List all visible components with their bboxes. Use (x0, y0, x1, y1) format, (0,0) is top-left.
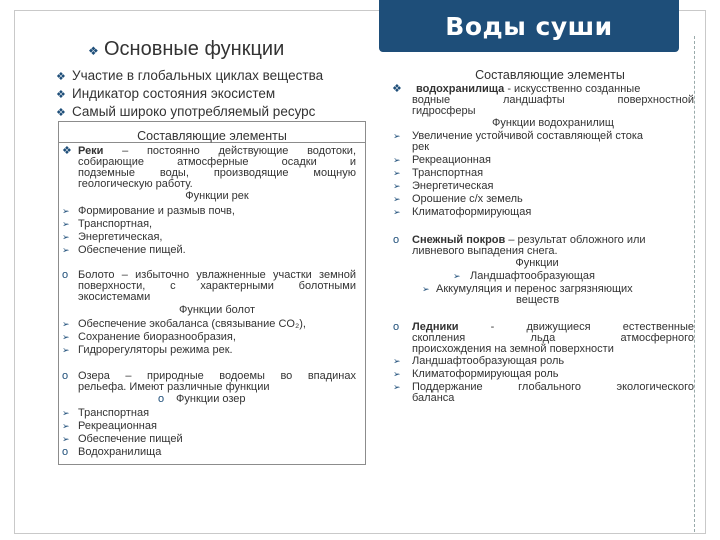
function-item: Участие в глобальных циклах вещества (72, 68, 324, 83)
diamond-bullet-icon: ❖ (62, 145, 72, 157)
swamps-func: Сохранение биоразнообразия, (78, 331, 236, 343)
function-item: Индикатор состояния экосистем (72, 86, 276, 101)
reservoirs-text: - искусственно созданные (507, 83, 641, 95)
rivers-line: собирающие атмосферные осадки и (78, 156, 356, 168)
rivers-text: – постоянно действующие водотоки, (122, 145, 357, 157)
circle-bullet-icon: o (62, 269, 69, 281)
lakes-func: Рекреационная (78, 420, 157, 432)
arrow-bullet-icon: ➢ (62, 319, 70, 329)
arrow-bullet-icon: ➢ (62, 434, 70, 444)
snow-text: – результат обложного или (508, 234, 646, 246)
snow-term: Снежный покров (412, 234, 506, 246)
reservoirs-line: водные ландшафты поверхностной (412, 94, 694, 106)
lakes-func: Водохранилища (78, 446, 162, 458)
arrow-bullet-icon: ➢ (62, 345, 70, 355)
arrow-bullet-icon: ➢ (393, 207, 401, 217)
arrow-bullet-icon: ➢ (393, 382, 401, 392)
arrow-bullet-icon: ➢ (62, 332, 70, 342)
arrow-bullet-icon: ➢ (62, 219, 70, 229)
snow-line: ливневого выпадения снега. (412, 245, 558, 257)
lakes-term: Озера (78, 370, 110, 382)
arrow-bullet-icon: ➢ (62, 245, 70, 255)
main-functions-heading: Основные функции (104, 38, 285, 60)
arrow-bullet-icon: ➢ (393, 168, 401, 178)
arrow-bullet-icon: ➢ (62, 421, 70, 431)
reservoirs-func: Увеличение устойчивой составляющей стока (412, 130, 644, 142)
circle-bullet-icon: o (62, 370, 69, 382)
swamps-func: Обеспечение экобаланса (связывание CO₂), (78, 318, 306, 330)
box-title: Составляющие элементы (137, 129, 287, 143)
slide-title: Воды суши (379, 0, 679, 52)
diamond-bullet-icon: ❖ (56, 107, 66, 119)
function-item: Самый широко употребляемый ресурс (72, 104, 316, 119)
rivers-func: Формирование и размыв почв, (78, 205, 235, 217)
reservoirs-term: водохранилища (416, 83, 505, 95)
circle-bullet-icon: o (393, 234, 400, 246)
diamond-bullet-icon: ❖ (56, 89, 66, 101)
arrow-bullet-icon: ➢ (453, 271, 461, 281)
rivers-func-title: Функции рек (185, 190, 249, 202)
diamond-bullet-icon: ❖ (56, 71, 66, 83)
glaciers-func: Ландшафтообразующая роль (412, 355, 565, 367)
reservoirs-func: Транспортная (412, 167, 484, 179)
reservoirs-func-title: Функции водохранилищ (492, 117, 614, 129)
right-heading: Составляющие элементы (475, 68, 625, 82)
circle-bullet-icon: o (158, 393, 165, 405)
arrow-bullet-icon: ➢ (393, 194, 401, 204)
reservoirs-func: рек (412, 141, 430, 153)
reservoirs-func: Климатоформирующая (412, 206, 532, 218)
arrow-bullet-icon: ➢ (62, 232, 70, 242)
reservoirs-func: Орошение с/х земель (412, 193, 523, 205)
glaciers-func: баланса (412, 392, 455, 404)
rivers-func: Энергетическая, (78, 231, 163, 243)
reservoirs-line: гидросферы (412, 105, 476, 117)
swamps-line: экосистемами (78, 291, 151, 303)
rivers-func: Обеспечение пищей. (78, 244, 186, 256)
lakes-func: Обеспечение пищей (78, 433, 183, 445)
glaciers-line: скопления льда атмосферного (412, 332, 694, 344)
lakes-line: рельефа. Имеют различные функции (78, 381, 270, 393)
lakes-text: – природные водоемы во впадинах (125, 370, 356, 382)
lakes-func-title: Функции озер (176, 393, 246, 405)
rivers-line: подземные воды, производящие мощную (78, 167, 356, 179)
snow-func: Аккумуляция и перенос загрязняющих (436, 283, 633, 295)
arrow-bullet-icon: ➢ (393, 181, 401, 191)
lakes-func: Транспортная (78, 407, 150, 419)
snow-func: Ландшафтообразующая (470, 270, 595, 282)
arrow-bullet-icon: ➢ (393, 369, 401, 379)
rivers-line: геологическую работу. (78, 178, 193, 190)
swamps-func-title: Функции болот (178, 304, 256, 316)
arrow-bullet-icon: ➢ (393, 155, 401, 165)
diamond-bullet-icon: ❖ (88, 44, 99, 58)
circle-bullet-icon: o (393, 321, 400, 333)
snow-func-title: Функции (515, 257, 559, 269)
rivers-func: Транспортная, (78, 218, 153, 230)
glaciers-line: происхождения на земной поверхности (412, 343, 614, 355)
glaciers-func: Климатоформирующая роль (412, 368, 559, 380)
swamps-line: Болото – избыточно увлажненные участки земной (78, 269, 356, 281)
diamond-bullet-icon: ❖ (392, 83, 402, 95)
right-border-line (694, 36, 695, 532)
arrow-bullet-icon: ➢ (62, 206, 70, 216)
reservoirs-func: Энергетическая (412, 180, 494, 192)
glaciers-text: - движущиеся естественные (490, 321, 694, 333)
glaciers-func: Поддержание глобального экологического (412, 381, 694, 393)
arrow-bullet-icon: ➢ (393, 131, 401, 141)
reservoirs-func: Рекреационная (412, 154, 491, 166)
snow-func: веществ (516, 294, 560, 306)
arrow-bullet-icon: ➢ (393, 356, 401, 366)
arrow-bullet-icon: ➢ (422, 284, 430, 294)
arrow-bullet-icon: ➢ (62, 408, 70, 418)
glaciers-term: Ледники (412, 321, 459, 333)
swamps-func: Гидрорегуляторы режима рек. (78, 344, 233, 356)
rivers-term: Реки (78, 145, 104, 157)
circle-bullet-icon: o (62, 446, 69, 458)
swamps-line: поверхности, с характерными болотными (78, 280, 356, 292)
